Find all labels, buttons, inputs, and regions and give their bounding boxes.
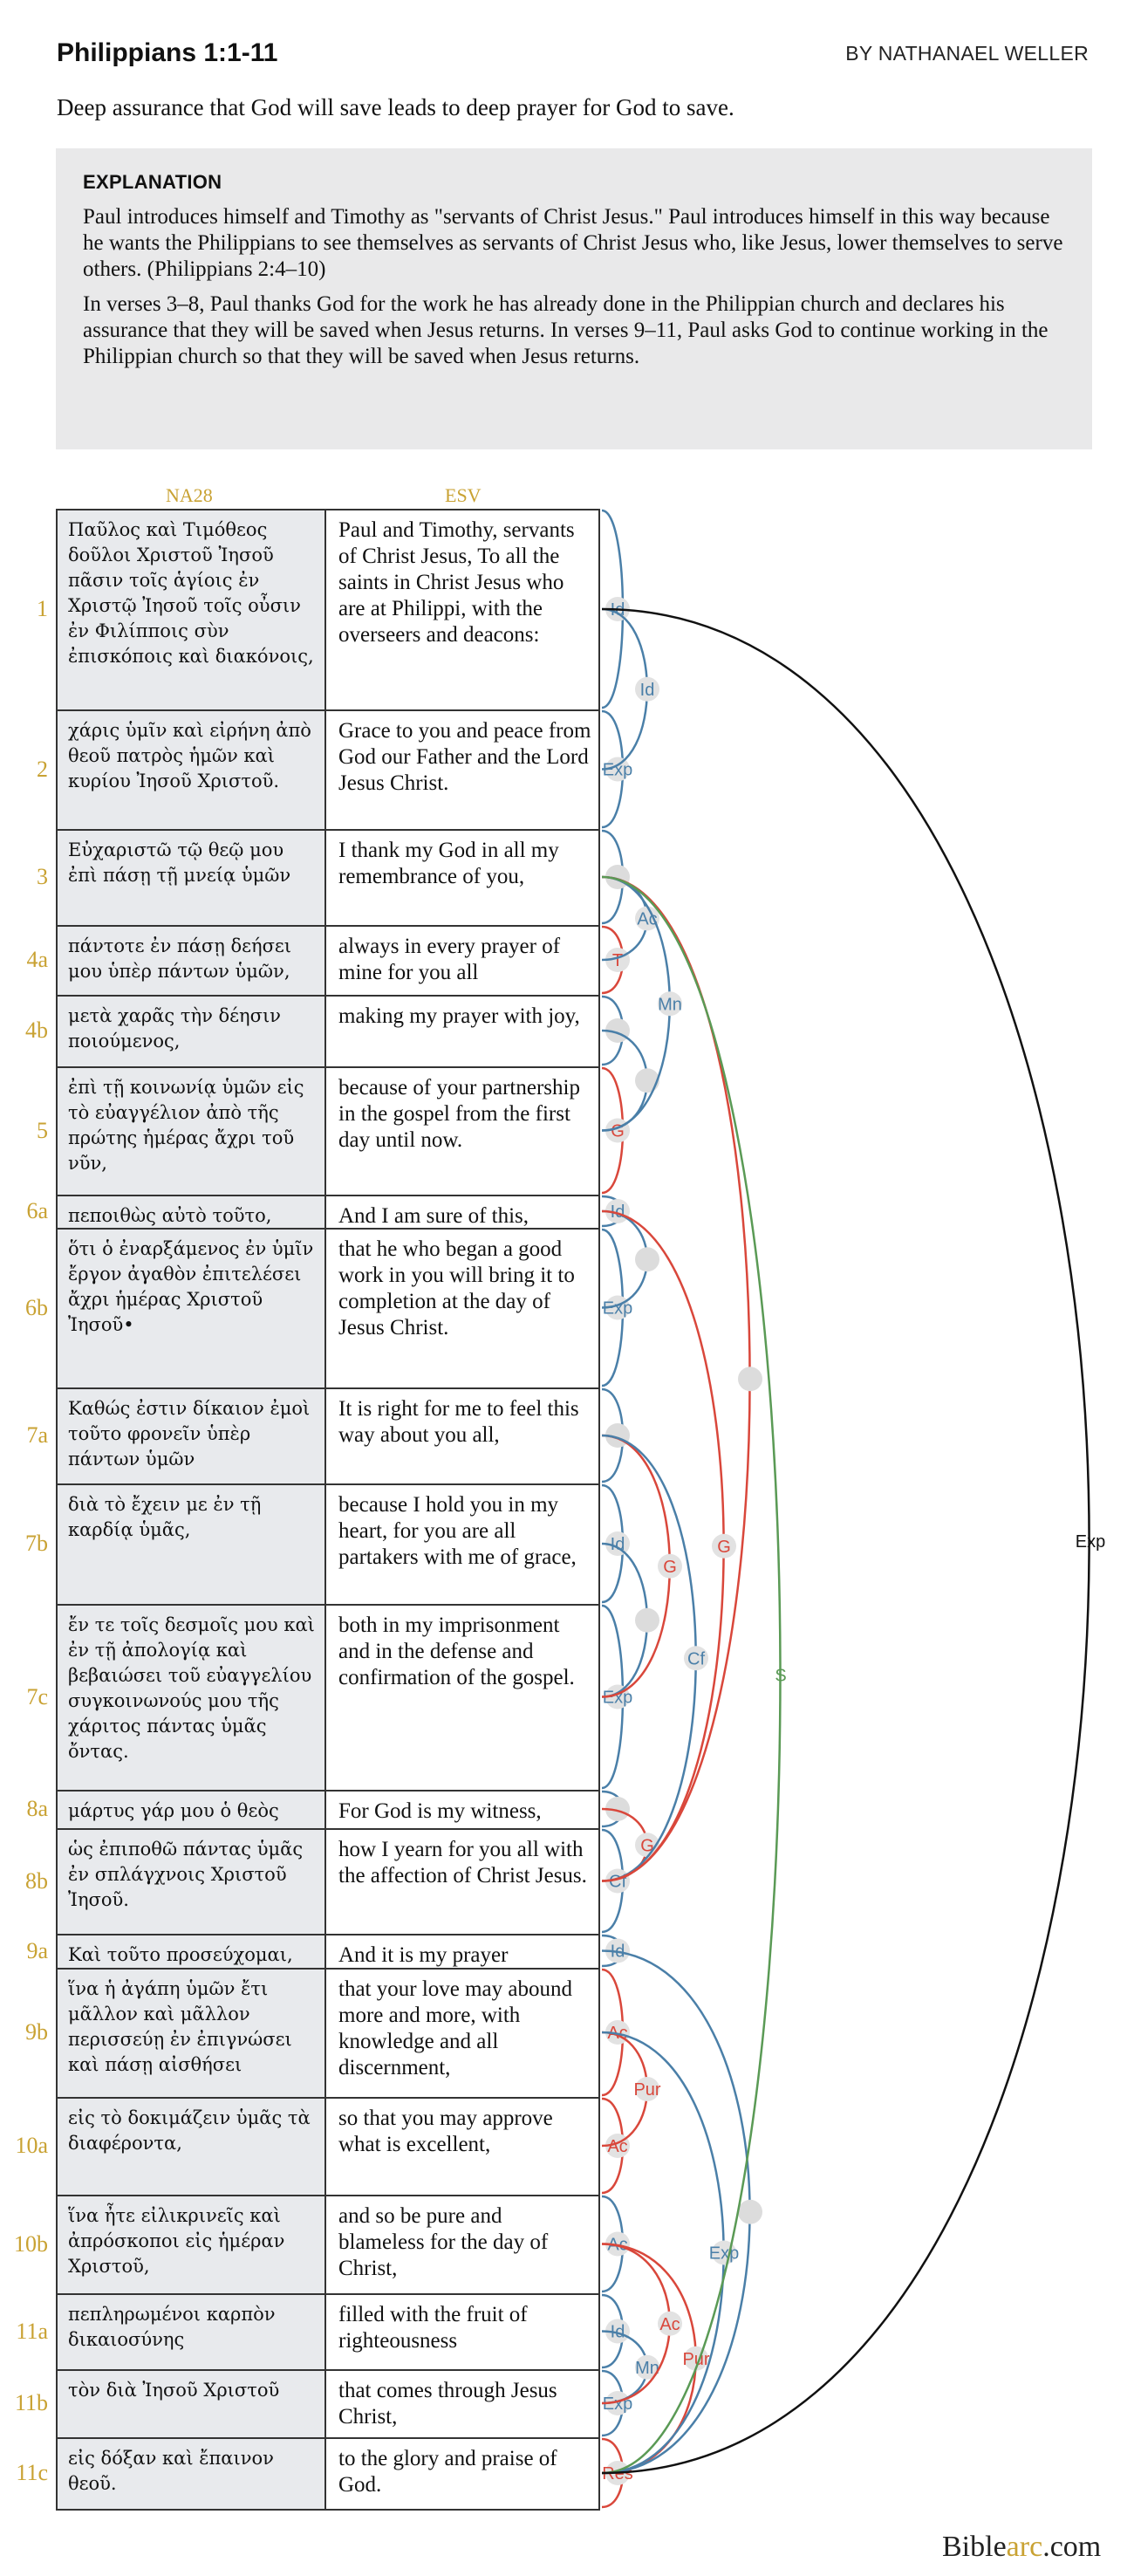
arc-label: Cf [687, 1649, 705, 1669]
english-text-cell: Grace to you and peace from God our Father and the Lord Jesus Christ. [326, 709, 600, 831]
greek-text-cell: ἔν τε τοῖς δεσμοῖς μου καὶ ἐν τῇ ἀπολογίᾳ καὶ βεβαιώσει τοῦ εὐαγγελίου συγκοινωνούς μου τῆς χάριτος πάντας ὑμᾶς ὄντας. [56, 1604, 326, 1792]
english-text-cell: that comes through Jesus Christ, [326, 2369, 600, 2439]
arc-label: Res [602, 2464, 633, 2484]
arc-node [738, 1367, 762, 1391]
verse-number: 2 [37, 756, 48, 782]
page-title: Philippians 1:1-11 [57, 38, 278, 67]
explanation-paragraph: Paul introduces himself and Timothy as "servants of Christ Jesus." Paul introduces himself in this way because he wants the Philippians to see themselves as servants of Christ Jesus who, like Jesus, lower themselves to serve others. (Philippians 2:4–10) [83, 205, 1063, 281]
arc-label: Ac [607, 2137, 628, 2156]
greek-text-cell: ἵνα ἦτε εἰλικρινεῖς καὶ ἀπρόσκοποι εἰς ἡμέραν Χριστοῦ, [56, 2195, 326, 2295]
greek-text-cell: ἐπὶ τῇ κοινωνίᾳ ὑμῶν εἰς τὸ εὐαγγέλιον ἀπὸ τῆς πρώτης ἡμέρας ἄχρι τοῦ νῦν, [56, 1066, 326, 1196]
english-text-cell: because of your partnership in the gospel from the first day until now. [326, 1066, 600, 1196]
verse-number: 10a [15, 2133, 48, 2158]
verse-number: 4a [26, 947, 48, 972]
verse-number: 11c [16, 2460, 48, 2485]
verse-number: 11a [16, 2318, 48, 2344]
arc-node [635, 1608, 659, 1633]
english-text-cell: to the glory and praise of God. [326, 2437, 600, 2511]
arc-label: Pur [682, 2349, 710, 2369]
logo-text-left: Bible [942, 2531, 1007, 2563]
greek-text-cell: Καθώς ἐστιν δίκαιον ἐμοὶ τοῦτο φρονεῖν ὑπὲρ πάντων ὑμῶν [56, 1387, 326, 1485]
english-text-cell: And it is my prayer [326, 1934, 600, 1970]
english-text-cell: filled with the fruit of righteousness [326, 2293, 600, 2371]
english-text-cell: always in every prayer of mine for you all [326, 925, 600, 997]
verse-number: 3 [37, 864, 48, 889]
arc-label: Ac [659, 2314, 680, 2334]
english-text-cell: For God is my witness, [326, 1790, 600, 1830]
verse-number: 4b [25, 1017, 48, 1043]
english-text-cell: It is right for me to feel this way about you all, [326, 1387, 600, 1485]
greek-text-cell: εἰς δόξαν καὶ ἔπαινον θεοῦ. [56, 2437, 326, 2511]
arc-black [602, 609, 1090, 2473]
arc-label: Id [610, 1202, 625, 1222]
verse-number: 11b [14, 2390, 48, 2415]
arc-label: Id [610, 1942, 625, 1962]
arc-label: T [611, 951, 624, 970]
verse-number: 5 [37, 1117, 48, 1143]
verse-number: 7b [25, 1531, 48, 1556]
arc-node [738, 2200, 762, 2224]
english-text-cell: I thank my God in all my remembrance of you, [326, 829, 600, 927]
arc-label: Mn [658, 995, 682, 1015]
greek-text-cell: πάντοτε ἐν πάσῃ δεήσει μου ὑπὲρ πάντων ὑμῶν, [56, 925, 326, 997]
english-text-cell: making my prayer with joy, [326, 995, 600, 1068]
arc-label: Ac [637, 909, 658, 929]
arc-label: Exp [602, 1298, 633, 1319]
greek-text-cell: διὰ τὸ ἔχειν με ἐν τῇ καρδίᾳ ὑμᾶς, [56, 1483, 326, 1606]
greek-text-cell: μάρτυς γάρ μου ὁ θεὸς [56, 1790, 326, 1830]
english-text-cell: that he who began a good work in you will bring it to completion at the day of Jesus Christ. [326, 1228, 600, 1389]
arc-label: G [611, 1121, 625, 1141]
verse-number: 10b [14, 2230, 48, 2257]
arc-label: G [640, 1836, 654, 1856]
english-text-cell: And I am sure of this, [326, 1195, 600, 1230]
verse-number: 8a [26, 1796, 48, 1821]
arc-label: Exp [602, 760, 633, 780]
greek-text-cell: πεποιθὼς αὐτὸ τοῦτο, [56, 1195, 326, 1230]
english-text-cell: so that you may approve what is excellent, [326, 2097, 600, 2196]
arc-green [602, 877, 780, 2473]
explanation-paragraph: In verses 3–8, Paul thanks God for the work he has already done in the Philippian church and declares his assurance that they will be saved when Jesus returns. In verses 9–11, Paul asks God to continue working in the Philippian church so that they will be saved when Jesus returns. [83, 292, 1049, 368]
greek-text-cell: Παῦλος καὶ Τιμόθεος δοῦλοι Χριστοῦ Ἰησοῦ πᾶσιν τοῖς ἁγίοις ἐν Χριστῷ Ἰησοῦ τοῖς οὖσιν ἐν Φιλίπποις σὺν ἐπισκόποις καὶ διακόνοις, [56, 509, 326, 711]
arc-label: Id [639, 680, 655, 700]
arc-label: Exp [602, 2394, 633, 2414]
greek-text-cell: εἰς τὸ δοκιμάζειν ὑμᾶς τὰ διαφέροντα, [56, 2097, 326, 2196]
arc-label: Mn [635, 2358, 659, 2378]
greek-text-cell: ἵνα ἡ ἀγάπη ὑμῶν ἔτι μᾶλλον καὶ μᾶλλον περισσεύῃ ἐν ἐπιγνώσει καὶ πάσῃ αἰσθήσει [56, 1968, 326, 2099]
greek-text-cell: ὅτι ὁ ἐναρξάμενος ἐν ὑμῖν ἔργον ἀγαθὸν ἐπιτελέσει ἄχρι ἡμέρας Χριστοῦ Ἰησοῦ• [56, 1228, 326, 1389]
verse-number: 7a [26, 1422, 48, 1448]
verse-number: 9b [25, 2019, 48, 2045]
arc-label: Exp [1075, 1532, 1106, 1552]
english-text-cell: both in my imprisonment and in the defense and confirmation of the gospel. [326, 1604, 600, 1792]
greek-text-cell: τὸν διὰ Ἰησοῦ Χριστοῦ [56, 2369, 326, 2439]
arc-label: Pur [633, 2080, 661, 2100]
logo-text-right: .com [1042, 2531, 1102, 2563]
english-text-cell: that your love may abound more and more, with knowledge and all discernment, [326, 1968, 600, 2099]
arc-label: Exp [602, 1688, 633, 1708]
arc-label: Exp [708, 2244, 740, 2264]
greek-text-cell: Εὐχαριστῶ τῷ θεῷ μου ἐπὶ πάσῃ τῇ μνείᾳ ὑμῶν [56, 829, 326, 927]
arc-label: Ac [607, 2024, 628, 2043]
passage-summary: Deep assurance that God will save leads to deep prayer for God to save. [57, 94, 734, 120]
english-text-cell: how I yearn for you all with the affection of Christ Jesus. [326, 1828, 600, 1935]
english-text-cell: Paul and Timothy, servants of Christ Jesus, To all the saints in Christ Jesus who are at Philippi, with the overseers and deacons: [326, 509, 600, 711]
greek-text-cell: πεπληρωμένοι καρπὸν δικαιοσύνης [56, 2293, 326, 2371]
greek-text-cell: Καὶ τοῦτο προσεύχομαι, [56, 1934, 326, 1970]
verse-number: 9a [26, 1937, 48, 1963]
arc-label: Id [610, 600, 625, 620]
arc-label: S [775, 1666, 787, 1686]
author-byline: BY NATHANAEL WELLER [845, 42, 1089, 65]
verse-number: 6b [25, 1294, 48, 1320]
biblearc-logo [942, 2531, 1101, 2564]
verse-number: 8b [25, 1867, 48, 1894]
greek-text-cell: ὡς ἐπιποθῶ πάντας ὑμᾶς ἐν σπλάγχνοις Χριστοῦ Ἰησοῦ. [56, 1828, 326, 1935]
logo-text-mid: arc [1006, 2531, 1043, 2563]
arc-node [635, 1068, 659, 1093]
arc-label: Id [610, 1535, 625, 1554]
greek-column-header: NA28 [166, 484, 213, 506]
english-text-cell: and so be pure and blameless for the day of Christ, [326, 2195, 600, 2295]
verse-number: 6a [26, 1198, 48, 1223]
greek-text-cell: μετὰ χαρᾶς τὴν δέησιν ποιούμενος, [56, 995, 326, 1068]
arc-label: G [717, 1537, 731, 1557]
arc-label: Id [610, 2322, 625, 2342]
verse-number: 1 [37, 596, 48, 621]
verse-number: 7c [26, 1683, 48, 1709]
arc-label: Ac [607, 2235, 628, 2255]
greek-text-cell: χάρις ὑμῖν καὶ εἰρήνη ἀπὸ θεοῦ πατρὸς ἡμῶν καὶ κυρίου Ἰησοῦ Χριστοῦ. [56, 709, 326, 831]
arc-label: Cf [609, 1872, 626, 1892]
arc-label: G [663, 1557, 677, 1577]
explanation-heading: EXPLANATION [83, 171, 222, 193]
arc-node [635, 1247, 659, 1271]
english-column-header: ESV [445, 484, 482, 506]
english-text-cell: because I hold you in my heart, for you are all partakers with me of grace, [326, 1483, 600, 1606]
